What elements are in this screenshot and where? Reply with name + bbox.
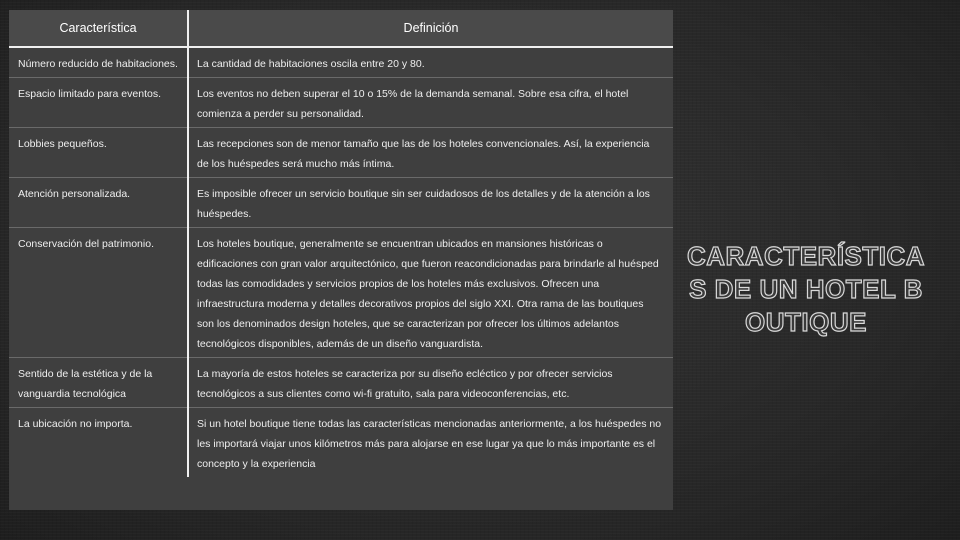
column-header-caracteristica: Característica [9,10,188,47]
characteristic-cell: La ubicación no importa. [9,408,188,478]
characteristic-cell: Atención personalizada. [9,178,188,228]
table-row [9,178,673,228]
table-row [9,408,673,478]
slide-title: CARACTERÍSTICAS DE UN HOTEL BOUTIQUE [686,241,926,337]
definition-cell: Es imposible ofrecer un servicio boutique sin ser cuidadosos de los detalles y de la atención a los huéspedes. [188,178,673,228]
table-row [9,358,673,408]
characteristic-cell: Lobbies pequeños. [9,128,188,178]
table-row [9,78,673,128]
characteristics-table-container [9,10,673,510]
definition-cell: Los eventos no deben superar el 10 o 15% de la demanda semanal. Sobre esa cifra, el hotel comienza a perder su personalidad. [188,78,673,128]
characteristics-table [9,10,673,477]
characteristic-cell: Sentido de la estética y de la vanguardia tecnológica [9,358,188,408]
characteristic-cell: Conservación del patrimonio. [9,228,188,358]
characteristic-cell: Número reducido de habitaciones. [9,47,188,78]
definition-cell: La mayoría de estos hoteles se caracteriza por su diseño ecléctico y por ofrecer servicios tecnológicos a sus clientes como wi-fi gratuito, sala para videoconferencias, etc. [188,358,673,408]
table-row [9,47,673,78]
characteristic-cell: Espacio limitado para eventos. [9,78,188,128]
definition-cell: La cantidad de habitaciones oscila entre 20 y 80. [188,47,673,78]
table-row [9,228,673,358]
definition-cell: Los hoteles boutique, generalmente se encuentran ubicados en mansiones históricas o edificaciones con gran valor arquitectónico, que fueron reacondicionadas para brindarle al huésped todas las comodidades y servicios propios de los hoteles más exclusivos. Ofrecen una infraestructura moderna y detalles decorativos propios del siglo XXI. Otra rama de las boutiques son los denominados design hoteles, que se caracterizan por ofrecer los últimos adelantos tecnológicos disponibles, además de un diseño vanguardista. [188,228,673,358]
definition-cell: Si un hotel boutique tiene todas las características mencionadas anteriormente, a los huéspedes no les importará viajar unos kilómetros más para alojarse en ese lugar ya que lo más importante es el concepto y la experiencia [197,418,662,470]
table-row [9,128,673,178]
column-header-definicion: Definición [188,10,673,47]
table-header-row [9,10,673,47]
definition-cell: Las recepciones son de menor tamaño que las de los hoteles convencionales. Así, la experiencia de los huéspedes será mucho más íntima. [188,128,673,178]
